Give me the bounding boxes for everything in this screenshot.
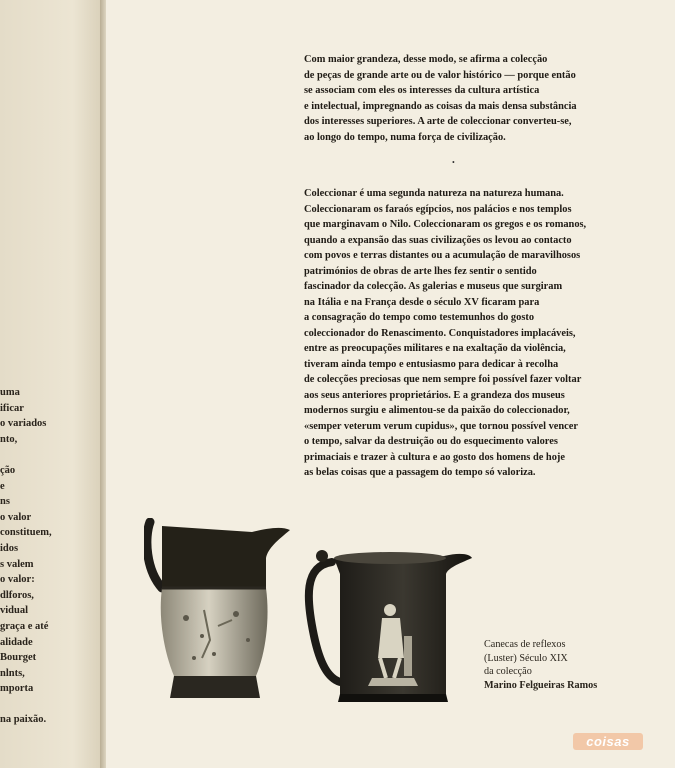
right-mug xyxy=(309,550,472,702)
left-fragment-7: e xyxy=(0,480,5,492)
paragraph1-line-2: de peças de grande arte ou de valor histórico — porque então xyxy=(304,69,576,81)
paragraph-collection-grandeur xyxy=(304,52,634,145)
paragraph2-line-12: tiveram ainda tempo e entusiasmo para dedicar à recolha xyxy=(304,358,559,370)
right-page xyxy=(106,0,675,768)
paragraph2-line-7: fascinador da colecção. As galerias e museus que surgiram xyxy=(304,281,563,292)
caption-line-3: da colecção xyxy=(484,666,532,678)
left-fragment-4: nto, xyxy=(0,433,18,445)
paragraph1-line-1: Com maior grandeza, desse modo, se afirma a colecção xyxy=(304,54,548,65)
paragraph2-line-14: aos seus anteriores proprietários. E a grandeza dos museus xyxy=(304,389,565,401)
paragraph2-line-3: que marginavam o Nilo. Coleccionaram os gregos e os romanos, xyxy=(304,219,587,230)
paragraph2-line-6: patrimónios de obras de arte lhes fez sentir o sentido xyxy=(304,265,537,277)
left-fragment-22: na paixão. xyxy=(0,714,47,726)
left-fragment-3: o variados xyxy=(0,418,47,430)
caption-line-2: (Luster) Século XIX xyxy=(484,652,568,664)
paragraph2-line-19: as belas coisas que a passagem do tempo só valoriza. xyxy=(304,467,536,478)
watermark-label: coisas xyxy=(586,734,630,749)
paragraph-collecting-history xyxy=(304,186,634,481)
left-fragment-16: graça e até xyxy=(0,620,49,632)
paragraph1-line-6: ao longo do tempo, numa força de civilização. xyxy=(304,131,506,143)
paragraph2-line-5: com povos e terras distantes ou a acumulação de maravilhosos xyxy=(304,250,581,261)
paragraph2-line-16: «semper veterum verum cupidus», que tornou possível vencer xyxy=(304,420,578,432)
paragraph2-line-8: na Itália e na França desde o século XV ficaram para xyxy=(304,296,540,308)
left-fragment-2: ificar xyxy=(0,402,24,414)
caption-line-1: Canecas de reflexos xyxy=(484,639,566,650)
left-fragment-20: mporta xyxy=(0,683,34,695)
paragraph2-line-11: entre as preocupações militares e na exaltação da violência, xyxy=(304,343,566,354)
paragraph2-line-9: a consagração do tempo como testemunhos do gosto xyxy=(304,312,535,323)
paragraph1-line-5: dos interesses superiores. A arte de coleccionar converteu-se, xyxy=(304,116,572,127)
left-fragment-17: alidade xyxy=(0,636,33,648)
left-jug xyxy=(147,522,290,698)
paragraph2-line-17: o tempo, salvar da destruição ou do esquecimento valores xyxy=(304,436,558,447)
left-fragment-9: o valor xyxy=(0,511,32,523)
luster-jugs-photo xyxy=(144,518,474,710)
paragraph2-line-1: Coleccionar é uma segunda natureza na natureza humana. xyxy=(304,188,564,199)
left-fragment-15: vidual xyxy=(0,605,29,617)
left-fragment-1: uma xyxy=(0,387,20,398)
section-separator: • xyxy=(452,158,455,167)
paragraph2-line-2: Coleccionaram os faraós egípcios, nos palácios e nos templos xyxy=(304,203,572,215)
left-fragment-21 xyxy=(0,697,104,713)
left-fragment-12: s valem xyxy=(0,558,34,570)
left-fragment-11: idos xyxy=(0,542,19,554)
paragraph1-line-3: se associam com eles os interesses da cultura artística xyxy=(304,85,540,96)
paragraph1-line-4: e intelectual, impregnando as coisas da mais densa substância xyxy=(304,100,577,112)
left-fragment-10: constituem, xyxy=(0,527,52,539)
paragraph2-line-18: primaciais e trazer à cultura e ao gosto dos homens de hoje xyxy=(304,451,565,463)
left-page-edge xyxy=(0,0,104,768)
left-fragment-19: nlnts, xyxy=(0,667,25,679)
left-fragment-6: ção xyxy=(0,464,16,476)
left-fragment-18: Bourget xyxy=(0,652,37,664)
caption-collector: Marino Felgueiras Ramos xyxy=(484,679,598,691)
left-fragment-14: dlforos, xyxy=(0,589,34,601)
left-page-text-fragments xyxy=(0,385,104,728)
paragraph2-line-15: modernos surgiu e alimentou-se da paixão do coleccionador, xyxy=(304,405,570,416)
paragraph2-line-13: de colecções preciosas que nem sempre foi possível fazer voltar xyxy=(304,374,582,385)
photo-caption xyxy=(484,638,644,692)
left-fragment-13: o valor: xyxy=(0,574,35,586)
left-fragment-8: ns xyxy=(0,496,10,508)
left-fragment-5 xyxy=(0,447,104,463)
coisas-watermark xyxy=(573,733,643,750)
paragraph2-line-10: coleccionador do Renascimento. Conquistadores implacáveis, xyxy=(304,327,576,339)
paragraph2-line-4: quando a expansão das suas civilizações os levou ao contacto xyxy=(304,234,572,246)
